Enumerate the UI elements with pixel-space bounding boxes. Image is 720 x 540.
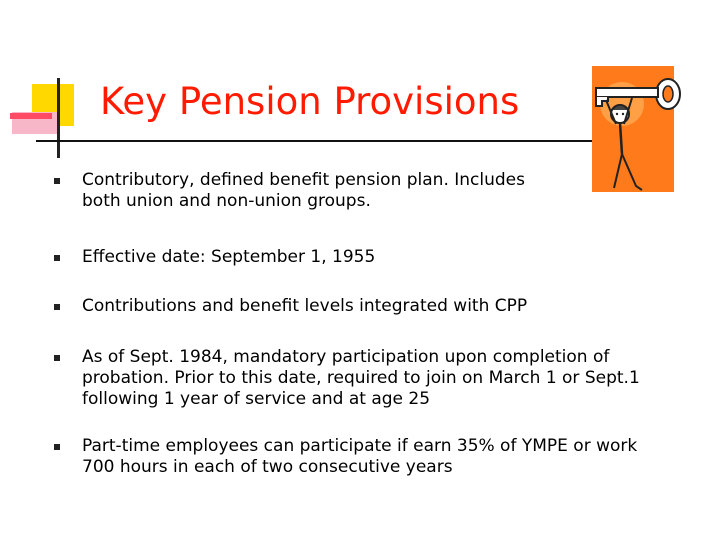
bullet-text: Contributions and benefit levels integrated with CPP <box>82 296 528 316</box>
slide-title: Key Pension Provisions <box>100 80 520 123</box>
bullet-text: Contributory, defined benefit pension plan. Includes both union and non-union groups. <box>82 170 525 211</box>
square-bullet-icon <box>54 304 60 310</box>
decorative-red-bar <box>10 113 52 119</box>
bullet-text: Part-time employees can participate if earn 35% of YMPE or work 700 hours in each of two consecutive years <box>82 436 638 477</box>
title-underline <box>36 140 646 142</box>
square-bullet-icon <box>54 255 60 261</box>
square-bullet-icon <box>54 178 60 184</box>
square-bullet-icon <box>54 444 60 450</box>
decorative-vertical-line <box>57 78 60 158</box>
square-bullet-icon <box>54 355 60 361</box>
person-holding-key-icon <box>576 64 684 196</box>
bullet-text: Effective date: September 1, 1955 <box>82 247 376 267</box>
bullet-text: As of Sept. 1984, mandatory participation upon completion of probation. Prior to this date, required to join on March 1 or Sept.1 following 1 year of service and at age 25 <box>82 347 640 409</box>
